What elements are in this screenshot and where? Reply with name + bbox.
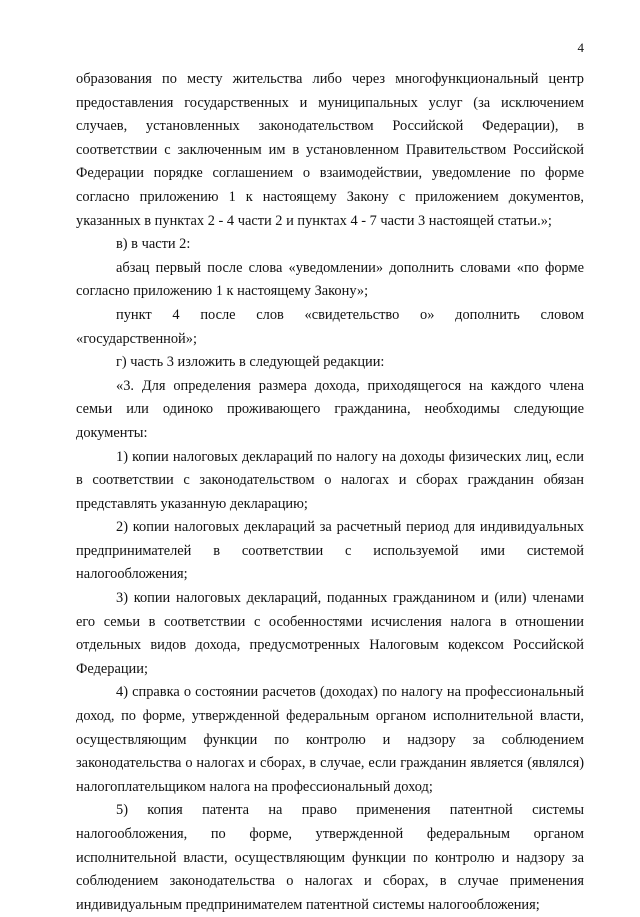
paragraph-7: 1) копии налоговых деклараций по налогу на доходы физических лиц, если в соответствии с законодательством о налогах и сборах гражданин обязан представлять указанную декларацию; [76,448,584,512]
paragraph-2: в) в части 2: [116,236,191,253]
paragraph-4: пункт 4 после слов «свидетельство о» дополнить словом «государственной»; [76,306,584,347]
paragraph-11: 5) копия патента на право применения патентной системы налогообложения, по форме, утвержденной федеральным органом исполнительной власти, осуществляющим функции по контролю и надзору за соблюдением законодательства о налогах и сборах, в случае применения индивидуальным предпринимателем патентной системы налогообложения; [76,802,584,913]
document-body [76,68,584,917]
paragraph-10: 4) справка о состоянии расчетов (доходах) по налогу на профессиональный доход, по форме, утвержденной федеральным органом исполнительной власти, осуществляющим функции по контролю и надзору за соблюдением законодательства о налогах и сборах, в случае, если гражданин является (являлся) налогоплательщиком налога на профессиональный доход; [76,684,584,795]
paragraph-5: г) часть 3 изложить в следующей редакции: [116,354,385,371]
paragraph-9: 3) копии налоговых деклараций, поданных гражданином и (или) членами его семьи в соответствии с особенностями исчисления налога в отношении отдельных видов дохода, предусмотренных Налоговым кодексом Российской Федерации; [76,590,584,677]
paragraph-6: «3. Для определения размера дохода, приходящегося на каждого члена семьи или одиноко проживающего гражданина, необходимы следующие документы: [76,377,584,441]
paragraph-3: абзац первый после слова «уведомлении» дополнить словами «по форме согласно приложению 1 к настоящему Закону»; [76,259,584,300]
paragraph-1: образования по месту жительства либо через многофункциональный центр предоставления государственных и муниципальных услуг (за исключением случаев, установленных законодательством Российской Федерации), в соответствии с заключенным им в установленном Правительством Российской Федерации порядке соглашением о взаимодействии, уведомление по форме согласно приложению 1 к настоящему Закону с приложением документов, указанных в пунктах 2 - 4 части 2 и пунктах 4 - 7 части 3 настоящей статьи.»; [76,71,584,229]
page-number: 4 [577,40,584,55]
paragraph-8: 2) копии налоговых деклараций за расчетный период для индивидуальных предпринимателей в соответствии с используемой ими системой налогообложения; [76,519,584,583]
